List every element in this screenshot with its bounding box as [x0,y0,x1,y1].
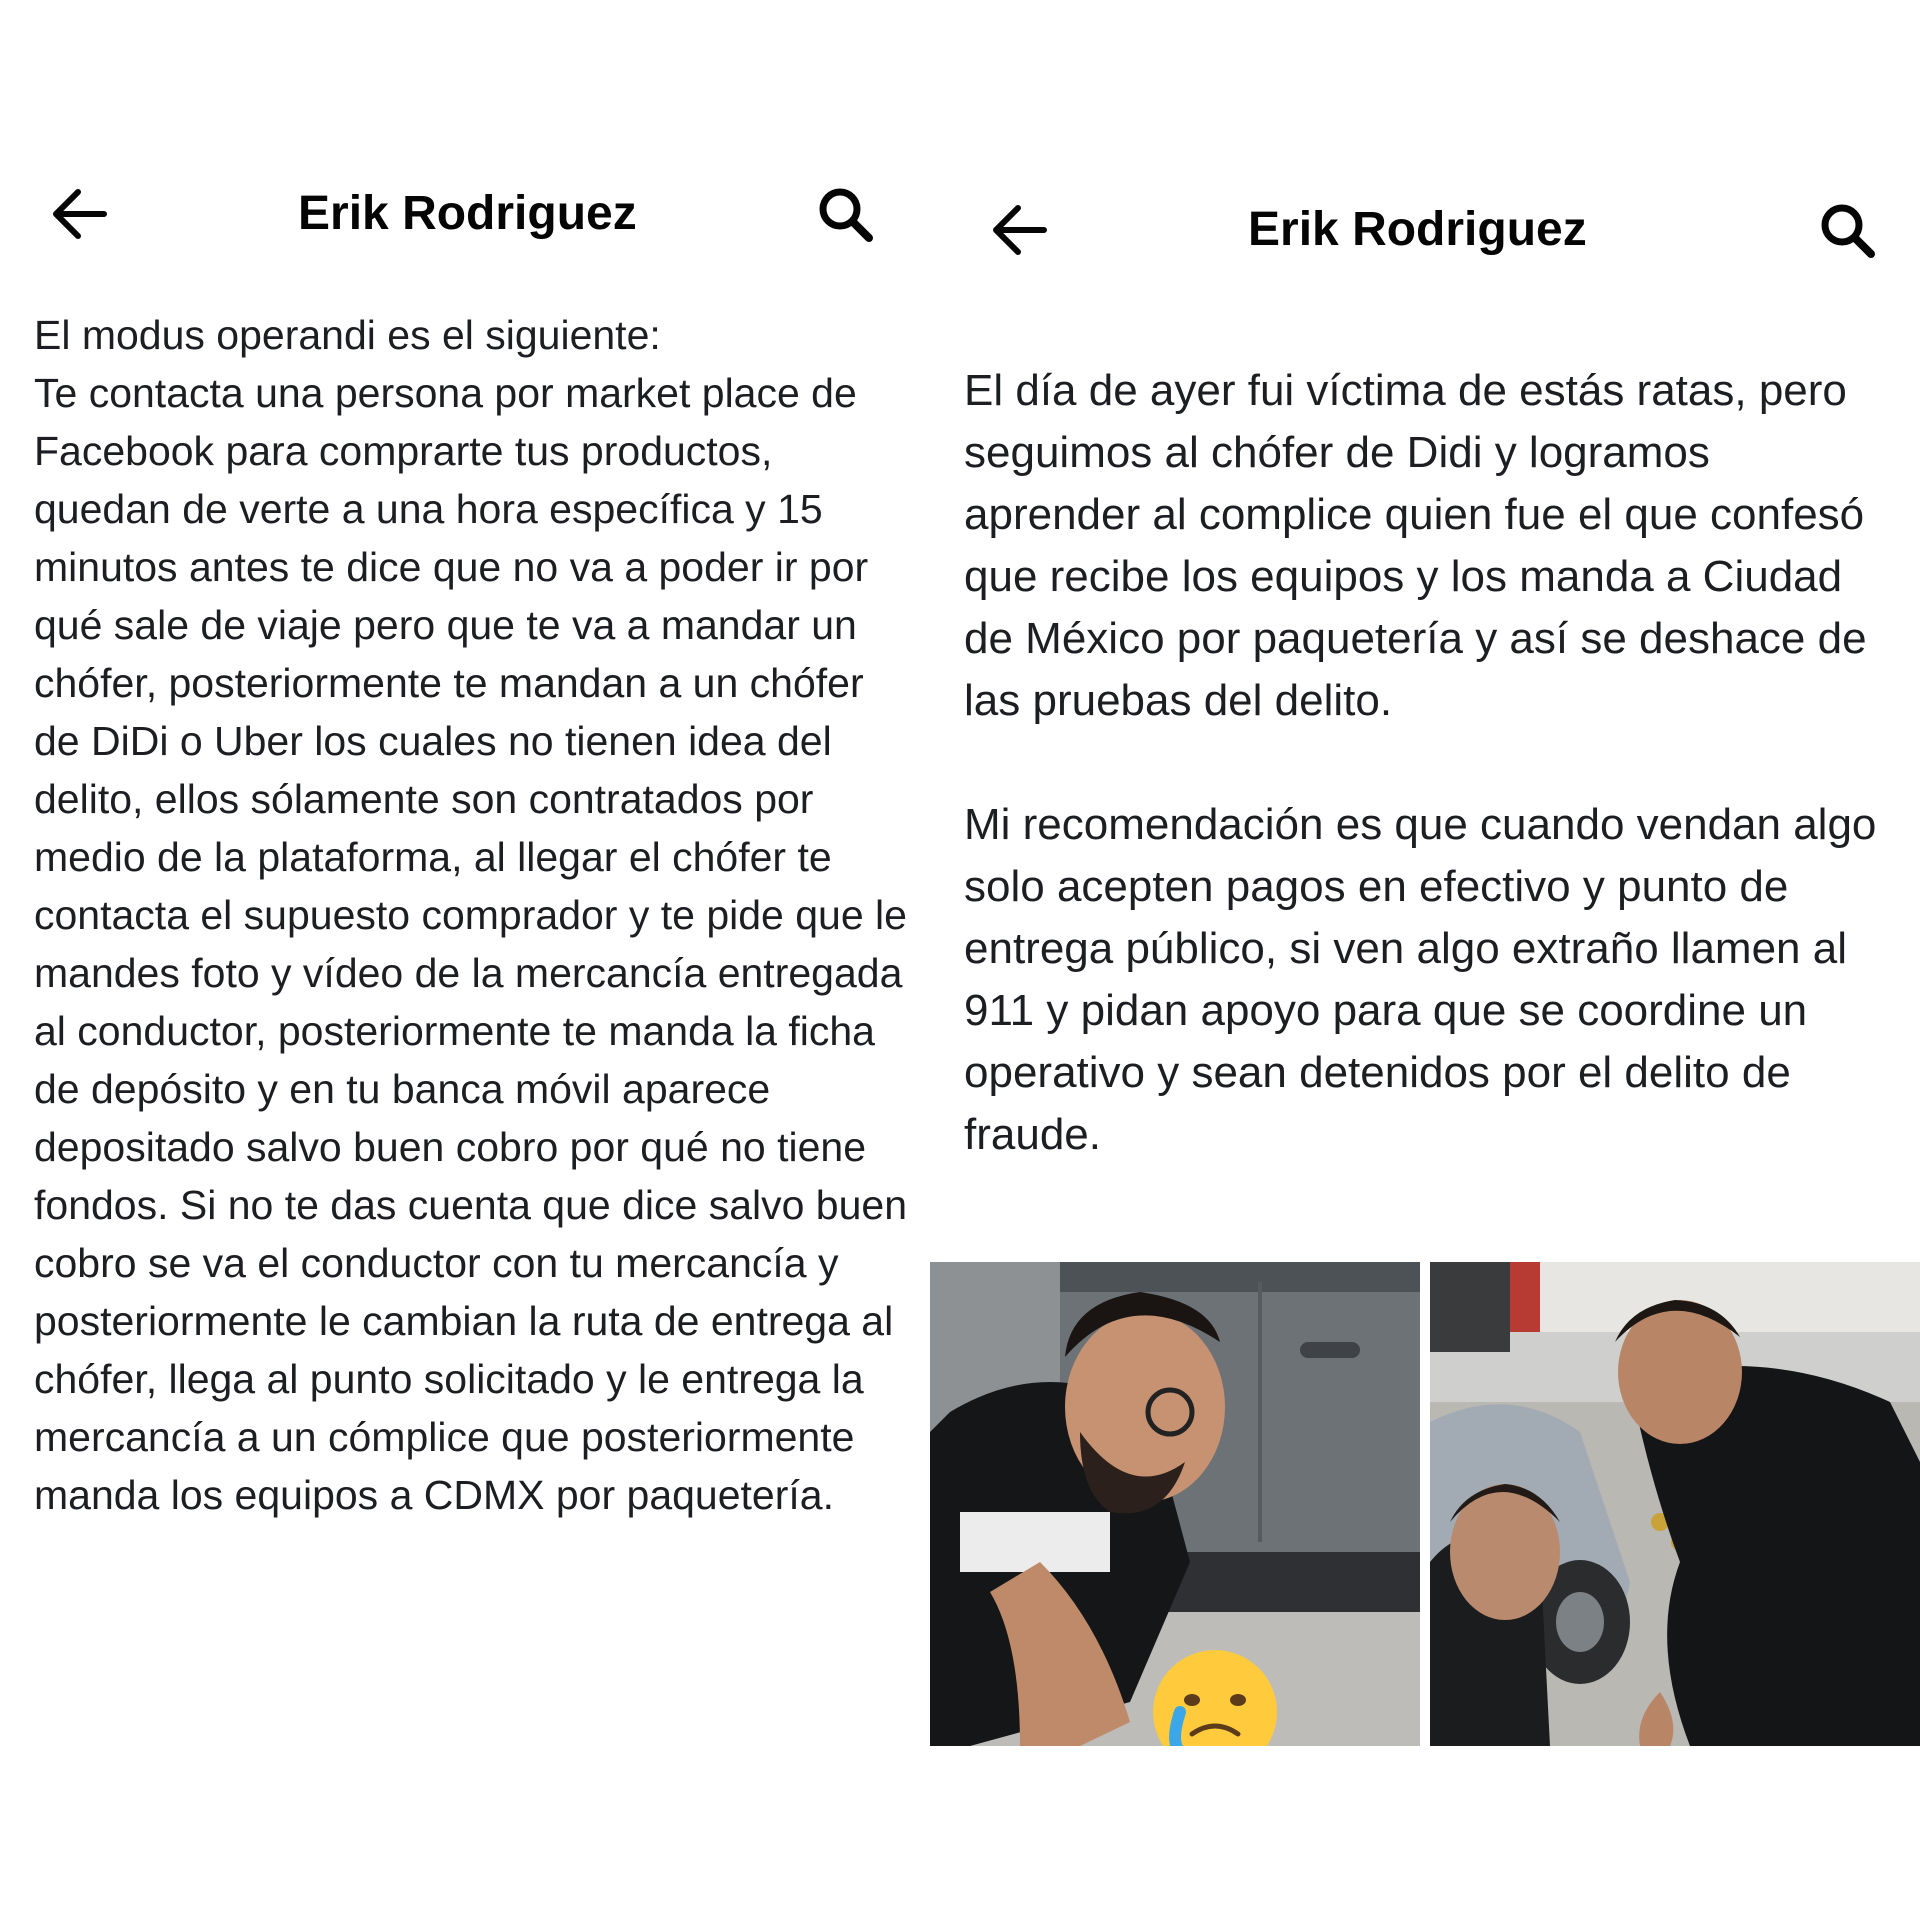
profile-header [0,164,930,264]
post-body-text: El día de ayer fui víctima de estás ratas, pero seguimos al chófer de Didi y logramos aprender al complice quien fue el que confesó que recibe los equipos y los manda a Ciudad de México por paquetería y así se deshace de las pruebas del delito. Mi recomendación es que cuando vendan algo solo acepten pagos en efectivo y punto de entrega público, si ven algo extraño llamen al 911 y pidan apoyo para que se coordine un operativo y sean detenidos por el delito de fraude. [964,366,1877,1159]
photo-men-by-car-wheel[interactable] [1430,1262,1920,1746]
profile-name-title: Erik Rodriguez [1248,203,1587,256]
search-icon [813,182,877,246]
back-button[interactable] [970,180,1070,280]
search-icon [1815,198,1879,262]
arrow-left-icon [48,182,112,246]
search-button[interactable] [1797,180,1897,280]
left-screenshot [0,0,930,1920]
photo-2-illustration [1430,1262,1920,1746]
search-button[interactable] [795,164,895,264]
photo-man-crouching-by-car[interactable] [930,1262,1420,1746]
post-photo-grid [930,1262,1920,1746]
arrow-left-icon [988,198,1052,262]
back-button[interactable] [30,164,130,264]
post-body-text: El modus operandi es el siguiente: Te contacta una persona por market place de Facebook para comprarte tus productos, quedan de verte a una hora específica y 15 minutos antes te dice que no va a poder ir por qué sale de viaje pero que te va a mandar un chófer, posteriormente te mandan a un chófer de DiDi o Uber los cuales no tienen idea del delito, ellos sólamente son contratados por medio de la plataforma, al llegar el chófer te contacta el supuesto comprador y te pide que le mandes foto y vídeo de la mercancía entregada al conductor, posteriormente te manda la ficha de depósito y en tu banca móvil aparece depositado salvo buen cobro por qué no tiene fondos. Si no te das cuenta que dice salvo buen cobro se va el conductor con tu mercancía y posteriormente le cambian la ruta de entrega al chófer, llega al punto solicitado y le entrega la mercancía a un cómplice que posteriormente manda los equipos a CDMX por paquetería. [34,312,908,1518]
profile-header [930,180,1920,280]
photo-1-illustration [930,1262,1420,1746]
profile-name-title: Erik Rodriguez [298,187,637,240]
right-screenshot [930,0,1920,1920]
